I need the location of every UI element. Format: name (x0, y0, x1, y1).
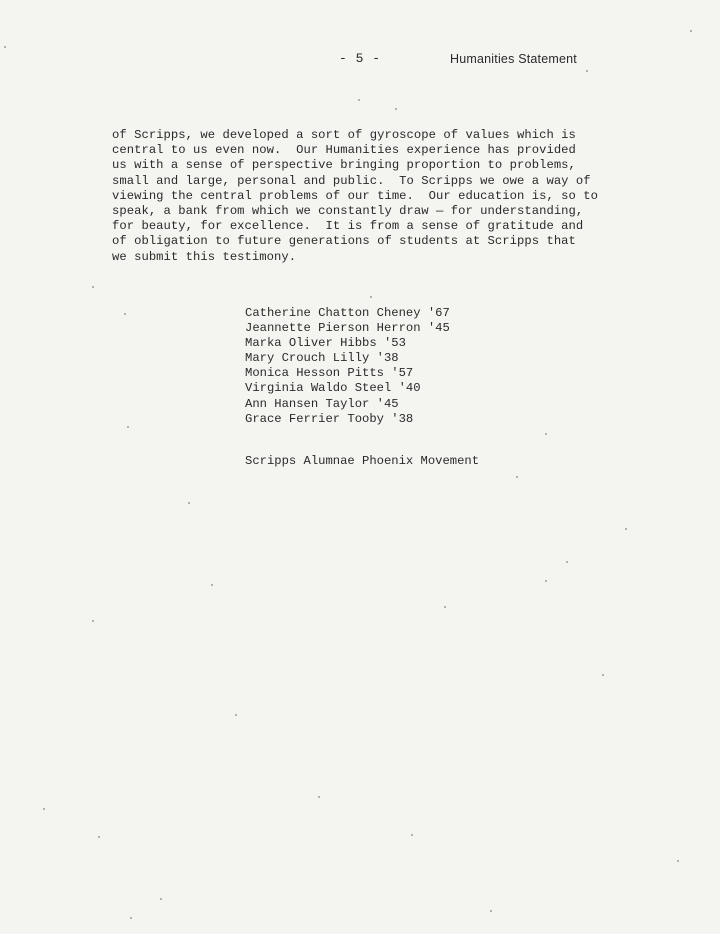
signatory-name: Virginia Waldo Steel '40 (245, 381, 421, 396)
scan-speck (677, 860, 679, 862)
page-number: - 5 - (339, 51, 381, 66)
scan-speck (490, 910, 492, 912)
body-line: for beauty, for excellence. It is from a sense of gratitude and (112, 219, 584, 234)
signatory-name: Marka Oliver Hibbs '53 (245, 336, 406, 351)
scan-speck (444, 606, 446, 608)
scan-speck (358, 99, 360, 101)
organization-name: Scripps Alumnae Phoenix Movement (245, 454, 480, 468)
scan-speck (130, 917, 132, 919)
scan-speck (124, 313, 126, 315)
body-line: of Scripps, we developed a sort of gyroscope of values which is (112, 128, 576, 142)
page-header (0, 51, 720, 71)
signatory-name: Ann Hansen Taylor '45 (245, 396, 399, 411)
scan-speck (92, 620, 94, 622)
scan-speck (625, 528, 627, 530)
scan-speck (545, 433, 547, 435)
scan-speck (211, 584, 213, 586)
scan-speck (318, 796, 320, 798)
body-paragraph (112, 128, 612, 265)
scan-speck (160, 898, 162, 900)
scan-speck (188, 502, 190, 504)
body-line: us with a sense of perspective bringing proportion to problems, (112, 158, 576, 173)
body-line: of obligation to future generations of students at Scripps that (112, 234, 576, 249)
scan-speck (586, 70, 588, 72)
scan-speck (690, 30, 692, 32)
body-line: viewing the central problems of our time. Our education is, so to (112, 188, 599, 203)
scan-speck (545, 580, 547, 582)
scan-speck (4, 46, 6, 48)
scan-speck (43, 808, 45, 810)
body-line: speak, a bank from which we constantly draw — for understanding, (112, 204, 584, 219)
scan-speck (92, 286, 94, 288)
signatory-name: Jeannette Pierson Herron '45 (245, 321, 450, 336)
scan-speck (516, 476, 518, 478)
scan-speck (602, 674, 604, 676)
running-title: Humanities Statement (450, 52, 577, 66)
scan-speck (127, 426, 129, 428)
scan-speck (395, 108, 397, 110)
scan-speck (411, 834, 413, 836)
body-line: small and large, personal and public. To Scripps we owe a way of (112, 173, 591, 188)
scan-speck (566, 561, 568, 563)
body-line: central to us even now. Our Humanities experience has provided (112, 143, 576, 158)
signatory-name: Grace Ferrier Tooby '38 (245, 411, 414, 426)
body-line: we submit this testimony. (112, 249, 297, 264)
signatory-name: Monica Hesson Pitts '57 (245, 366, 414, 381)
scan-speck (235, 714, 237, 716)
scan-speck (370, 296, 372, 298)
signatory-name: Mary Crouch Lilly '38 (245, 351, 399, 366)
signatory-name: Catherine Chatton Cheney '67 (245, 306, 450, 320)
scan-speck (98, 836, 100, 838)
signatory-list (245, 306, 505, 427)
